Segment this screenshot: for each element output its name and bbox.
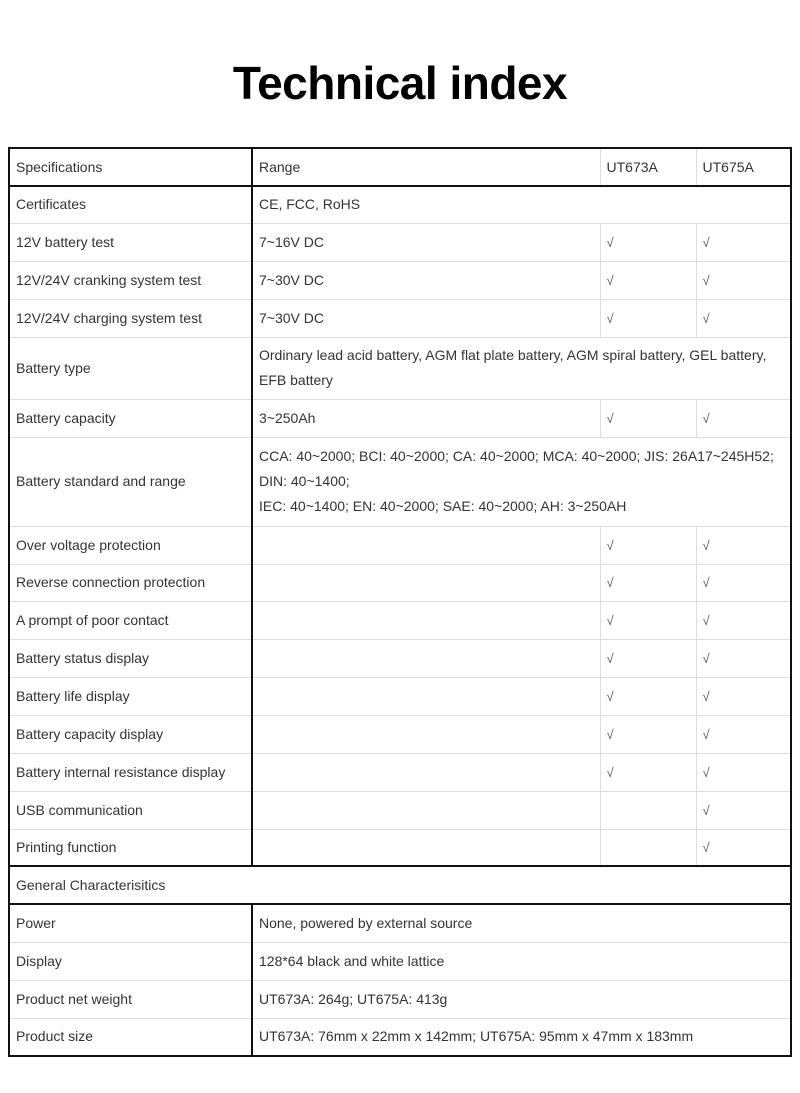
table-row xyxy=(9,437,791,526)
value-cell: 128*64 black and white lattice xyxy=(252,942,791,980)
range-cell xyxy=(252,437,791,526)
ut675a-check: √ xyxy=(696,677,791,715)
range-cell: Ordinary lead acid battery, AGM flat plate battery, AGM spiral battery, GEL battery, EFB battery xyxy=(252,337,791,399)
range-line: IEC: 40~1400; EN: 40~2000; SAE: 40~2000; AH: 3~250AH xyxy=(259,498,627,514)
range-line: CCA: 40~2000; BCI: 40~2000; CA: 40~2000; MCA: 40~2000; JIS: 26A17~245H52; xyxy=(259,448,774,464)
ut675a-check: √ xyxy=(696,564,791,601)
ut675a-check: √ xyxy=(696,261,791,299)
table-row xyxy=(9,261,791,299)
range-cell xyxy=(252,639,600,677)
ut675a-check: √ xyxy=(696,715,791,753)
table-row xyxy=(9,904,791,942)
table-row xyxy=(9,942,791,980)
value-cell: UT673A: 76mm x 22mm x 142mm; UT675A: 95mm x 47mm x 183mm xyxy=(252,1018,791,1056)
section-heading-row xyxy=(9,866,791,904)
range-cell: 7~16V DC xyxy=(252,223,600,261)
spec-cell: Product net weight xyxy=(9,980,252,1018)
page-title: Technical index xyxy=(232,57,568,109)
spec-table xyxy=(8,147,792,1057)
table-row xyxy=(9,639,791,677)
header-cell: Range xyxy=(252,148,600,186)
ut673a-check: √ xyxy=(600,753,696,791)
spec-cell: Battery capacity xyxy=(9,399,252,437)
range-line: DIN: 40~1400; xyxy=(259,473,350,489)
table-row xyxy=(9,829,791,866)
spec-cell: Printing function xyxy=(9,829,252,866)
range-cell xyxy=(252,753,600,791)
table-row xyxy=(9,677,791,715)
spec-cell: 12V battery test xyxy=(9,223,252,261)
ut673a-check xyxy=(600,791,696,829)
ut673a-check: √ xyxy=(600,715,696,753)
header-cell: Specifications xyxy=(9,148,252,186)
table-row xyxy=(9,564,791,601)
range-cell xyxy=(252,564,600,601)
spec-cell: Battery internal resistance display xyxy=(9,753,252,791)
ut675a-check: √ xyxy=(696,753,791,791)
range-cell: 7~30V DC xyxy=(252,261,600,299)
table-row xyxy=(9,1018,791,1056)
table-row xyxy=(9,399,791,437)
spec-cell: Battery life display xyxy=(9,677,252,715)
spec-cell: Certificates xyxy=(9,186,252,223)
range-cell xyxy=(252,526,600,564)
ut675a-check: √ xyxy=(696,639,791,677)
range-cell xyxy=(252,601,600,639)
spec-cell: Battery capacity display xyxy=(9,715,252,753)
ut675a-check: √ xyxy=(696,299,791,337)
table-header-row xyxy=(9,148,791,186)
table-row xyxy=(9,186,791,223)
range-cell: CE, FCC, RoHS xyxy=(252,186,791,223)
ut675a-check: √ xyxy=(696,526,791,564)
ut675a-check: √ xyxy=(696,791,791,829)
spec-cell: 12V/24V charging system test xyxy=(9,299,252,337)
header-cell: UT673A xyxy=(600,148,696,186)
table-row xyxy=(9,526,791,564)
spec-cell: Battery standard and range xyxy=(9,437,252,526)
table-row xyxy=(9,223,791,261)
header-cell: UT675A xyxy=(696,148,791,186)
ut673a-check: √ xyxy=(600,564,696,601)
spec-cell: A prompt of poor contact xyxy=(9,601,252,639)
table-row xyxy=(9,791,791,829)
ut673a-check: √ xyxy=(600,526,696,564)
range-cell xyxy=(252,715,600,753)
range-cell xyxy=(252,677,600,715)
spec-cell: Product size xyxy=(9,1018,252,1056)
ut675a-check: √ xyxy=(696,399,791,437)
table-row xyxy=(9,337,791,399)
value-cell: UT673A: 264g; UT675A: 413g xyxy=(252,980,791,1018)
table-row xyxy=(9,601,791,639)
range-cell: 3~250Ah xyxy=(252,399,600,437)
spec-cell: Reverse connection protection xyxy=(9,564,252,601)
spec-cell: Over voltage protection xyxy=(9,526,252,564)
table-row xyxy=(9,753,791,791)
table-row xyxy=(9,299,791,337)
ut673a-check: √ xyxy=(600,677,696,715)
table-row xyxy=(9,715,791,753)
spec-cell: Battery status display xyxy=(9,639,252,677)
section-heading: General Characterisitics xyxy=(9,866,791,904)
range-cell xyxy=(252,791,600,829)
spec-cell: Display xyxy=(9,942,252,980)
ut675a-check: √ xyxy=(696,223,791,261)
spec-cell: USB communication xyxy=(9,791,252,829)
spec-cell: Power xyxy=(9,904,252,942)
ut673a-check xyxy=(600,829,696,866)
ut673a-check: √ xyxy=(600,639,696,677)
ut673a-check: √ xyxy=(600,601,696,639)
ut673a-check: √ xyxy=(600,223,696,261)
range-cell: 7~30V DC xyxy=(252,299,600,337)
value-cell: None, powered by external source xyxy=(252,904,791,942)
spec-cell: 12V/24V cranking system test xyxy=(9,261,252,299)
ut675a-check: √ xyxy=(696,829,791,866)
ut675a-check: √ xyxy=(696,601,791,639)
ut673a-check: √ xyxy=(600,261,696,299)
range-cell xyxy=(252,829,600,866)
table-row xyxy=(9,980,791,1018)
ut673a-check: √ xyxy=(600,299,696,337)
spec-cell: Battery type xyxy=(9,337,252,399)
ut673a-check: √ xyxy=(600,399,696,437)
